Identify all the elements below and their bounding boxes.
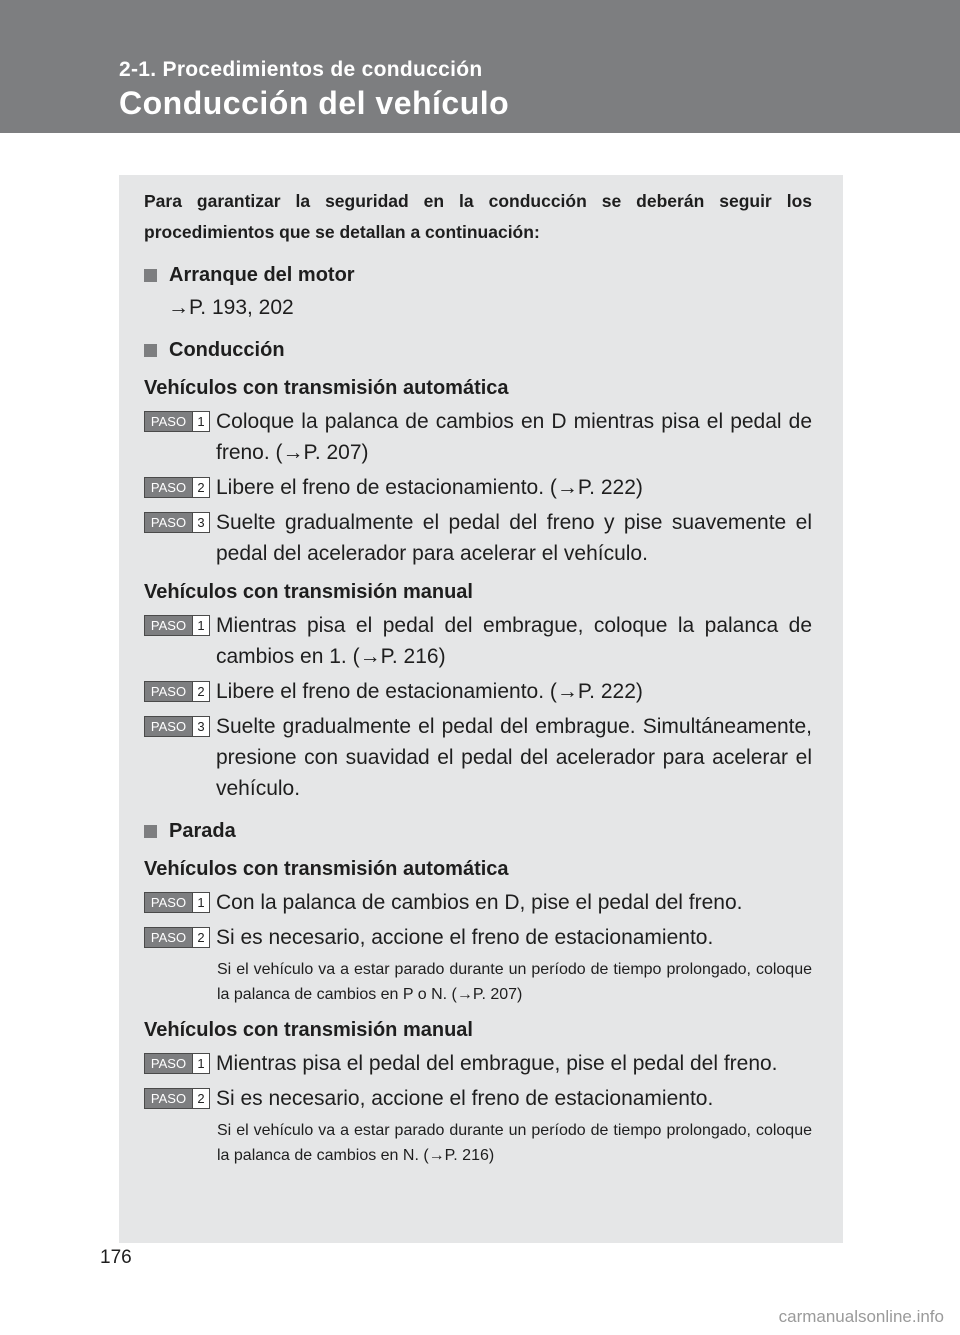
page-header — [0, 0, 960, 133]
step-text: Suelte gradualmente el pedal del freno y pise suavemente el pedal del acelerador para acelerar el vehículo. — [216, 511, 812, 565]
square-bullet-icon — [144, 269, 157, 282]
heading-label: Parada — [169, 820, 236, 842]
watermark: carmanualsonline.info — [778, 1307, 944, 1326]
step-badge: PASO 2 — [144, 927, 210, 948]
page-number: 176 — [100, 1247, 132, 1268]
square-bullet-icon — [144, 344, 157, 357]
step — [144, 610, 812, 672]
step — [144, 406, 812, 468]
page-title: Conducción del vehículo — [119, 85, 510, 121]
step — [144, 1048, 812, 1079]
step-badge: PASO 3 — [144, 512, 210, 533]
step-badge: PASO 2 — [144, 681, 210, 702]
step — [144, 676, 812, 707]
square-bullet-icon — [144, 825, 157, 838]
heading-label: Conducción — [169, 339, 285, 361]
step — [144, 922, 812, 953]
step-text: Coloque la palanca de cambios en D mientras pisa el pedal de freno. (→P. 207) — [216, 410, 812, 464]
heading-parada — [144, 816, 812, 846]
step-text: Libere el freno de estacionamiento. (→P. 222) — [216, 680, 643, 703]
step — [144, 507, 812, 569]
step — [144, 472, 812, 503]
subheading-auto: Vehículos con transmisión automática — [144, 377, 509, 399]
note-text: Si el vehículo va a estar parado durante un período de tiempo prolongado, coloque la palanca de cambios en N. (→P. 216) — [217, 1122, 812, 1164]
subheading-manual: Vehículos con transmisión manual — [144, 1019, 473, 1041]
subheading-auto: Vehículos con transmisión automática — [144, 858, 509, 880]
step-badge: PASO 2 — [144, 1088, 210, 1109]
step-badge: PASO 1 — [144, 411, 210, 432]
page-reference: →P. 193, 202 — [168, 296, 294, 319]
heading-label: Arranque del motor — [169, 264, 355, 286]
step-text: Libere el freno de estacionamiento. (→P. 222) — [216, 476, 643, 499]
step-text: Si es necesario, accione el freno de estacionamiento. — [216, 926, 714, 949]
step — [144, 887, 812, 918]
step — [144, 711, 812, 804]
subheading-manual: Vehículos con transmisión manual — [144, 581, 473, 603]
content — [144, 186, 812, 1176]
step — [144, 1083, 812, 1114]
heading-conduccion — [144, 335, 812, 365]
section-label: 2-1. Procedimientos de conducción — [119, 58, 483, 81]
heading-arranque — [144, 260, 812, 290]
note-text: Si el vehículo va a estar parado durante un período de tiempo prolongado, coloque la palanca de cambios en P o N. (→P. 207) — [217, 961, 812, 1003]
step-text: Con la palanca de cambios en D, pise el pedal del freno. — [216, 891, 743, 914]
step-badge: PASO 1 — [144, 892, 210, 913]
step-text: Mientras pisa el pedal del embrague, pise el pedal del freno. — [216, 1052, 778, 1075]
step-badge: PASO 1 — [144, 1053, 210, 1074]
step-badge: PASO 1 — [144, 615, 210, 636]
intro-text: Para garantizar la seguridad en la conducción se deberán seguir los procedimientos que se detallan a continuación: — [144, 191, 812, 242]
step-badge: PASO 3 — [144, 716, 210, 737]
step-text: Mientras pisa el pedal del embrague, coloque la palanca de cambios en 1. (→P. 216) — [216, 614, 812, 668]
step-badge: PASO 2 — [144, 477, 210, 498]
step-text: Suelte gradualmente el pedal del embrague. Simultáneamente, presione con suavidad el pedal del acelerador para acelerar el vehículo. — [216, 715, 812, 800]
step-text: Si es necesario, accione el freno de estacionamiento. — [216, 1087, 714, 1110]
